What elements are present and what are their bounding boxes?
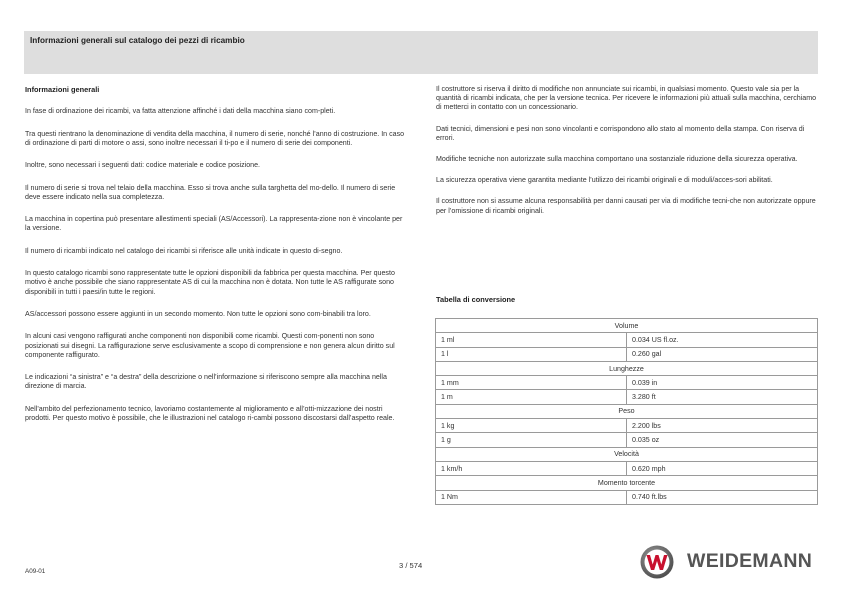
unit-cell: 1 l	[436, 347, 627, 361]
table-row	[436, 433, 818, 447]
value-cell: 3.280 ft	[627, 390, 818, 404]
unit-cell: 1 g	[436, 433, 627, 447]
page-title: Informazioni generali sul catalogo dei pezzi di ricambio	[30, 36, 245, 45]
left-column	[25, 85, 409, 436]
table-group-row	[436, 404, 818, 418]
paragraph: AS/accessori possono essere aggiunti in un secondo momento. Non tutte le opzioni sono com-binabili tra loro.	[25, 309, 371, 318]
value-cell: 0.260 gal	[627, 347, 818, 361]
table-row	[436, 419, 818, 433]
value-cell: 0.620 mph	[627, 461, 818, 475]
value-cell: 0.740 ft.lbs	[627, 490, 818, 504]
unit-cell: 1 ml	[436, 333, 627, 347]
paragraph: La sicurezza operativa viene garantita mediante l’utilizzo dei ricambi originali e di moduli/acces-sori abilitati.	[436, 176, 773, 185]
section-heading: Informazioni generali	[25, 85, 100, 94]
value-cell: 0.035 oz	[627, 433, 818, 447]
group-header: Peso	[436, 404, 818, 418]
document-id: A09-01	[25, 568, 46, 575]
paragraph: Il numero di ricambi indicato nel catalogo dei ricambi si riferisce alle unità indicate in questo di-segno.	[25, 246, 343, 255]
table-group-row	[436, 361, 818, 375]
value-cell: 2.200 lbs	[627, 419, 818, 433]
conversion-table-title: Tabella di conversione	[436, 295, 516, 304]
paragraph: In questo catalogo ricambi sono rappresentate tutte le opzioni disponibili da fabbrica per questa macchina. Per questo motivo è anche possibile che siano rappresentate AS di cui la macchina non è dotata. Non tutte le AS raffigurate sono disponibili in tutti i paesi/in tutte le regioni.	[25, 269, 395, 296]
group-header: Volume	[436, 319, 818, 333]
paragraph: Nell’ambito del perfezionamento tecnico, lavoriamo costantemente al miglioramento e all’otti-mizzazione dei nostri prodotti. Per questo motivo è possibile, che le illustrazioni nel catalogo ri-cambi possono discostarsi dall’aspetto reale.	[25, 404, 395, 422]
table-group-row	[436, 476, 818, 490]
table-row	[436, 461, 818, 475]
conversion-table	[435, 318, 818, 505]
paragraph: In fase di ordinazione dei ricambi, va fatta attenzione affinché i dati della macchina siano com-pleti.	[25, 107, 336, 116]
brand-logo	[640, 545, 820, 579]
group-header: Velocità	[436, 447, 818, 461]
page-header	[24, 31, 818, 74]
paragraph: Il costruttore si riserva il diritto di modifiche non annunciate sui ricambi, in qualsiasi momento. Questo vale sia per la quantità di ricambi indicata, che per la versione tecnica. Per ricevere le informazioni più attuali sulla macchina, cerchiamo di metterci in contatto con un concessionario.	[436, 85, 817, 112]
table-row	[436, 376, 818, 390]
unit-cell: 1 km/h	[436, 461, 627, 475]
table-row	[436, 347, 818, 361]
brand-wordmark: WEIDEMANN	[687, 550, 813, 572]
right-column	[436, 85, 818, 228]
unit-cell: 1 Nm	[436, 490, 627, 504]
paragraph: Il numero di serie si trova nel telaio della macchina. Esso si trova anche sulla targhetta del mo-dello. Il numero di serie deve essere indicato nella sua completezza.	[25, 183, 396, 201]
table-group-row	[436, 447, 818, 461]
paragraph: Modifiche tecniche non autorizzate sulla macchina comportano una sostanziale riduzione della sicurezza operativa.	[436, 155, 798, 164]
unit-cell: 1 m	[436, 390, 627, 404]
table-row	[436, 390, 818, 404]
unit-cell: 1 kg	[436, 419, 627, 433]
table-row	[436, 490, 818, 504]
paragraph: Tra questi rientrano la denominazione di vendita della macchina, il numero di serie, nonché l’anno di costruzione. In caso di ordinazione di parti di motore o assi, sono inoltre necessari il ti-po e il numero di serie dei componenti.	[25, 129, 405, 147]
paragraph: Le indicazioni “a sinistra” e “a destra” della descrizione o nell’informazione si riferiscono sempre alla macchina nella direzione di marcia.	[25, 373, 387, 391]
paragraph: La macchina in copertina può presentare allestimenti speciali (AS/Accessori). La rappresenta-zione non è vincolante per la versione.	[25, 215, 403, 233]
paragraph: Inoltre, sono necessari i seguenti dati: codice materiale e codice posizione.	[25, 161, 261, 170]
weidemann-w-emblem-icon	[640, 545, 674, 579]
value-cell: 0.034 US fl.oz.	[627, 333, 818, 347]
paragraph: Il costruttore non si assume alcuna responsabilità per danni causati per via di modifiche tecni-che non autorizzate oppure per l’omissione di ricambi originali.	[436, 197, 816, 215]
paragraph: Dati tecnici, dimensioni e pesi non sono vincolanti e corrispondono allo stato al momento della stampa. Con riserva di errori.	[436, 124, 805, 142]
group-header: Lunghezze	[436, 361, 818, 375]
paragraph: In alcuni casi vengono raffigurati anche componenti non disponibili come ricambi. Questi com-ponenti non sono posizionati sui disegni. La raffigurazione serve esclusivamente a scopo di comprensione e non genera alcun diritto sul componente raffigurato.	[25, 332, 395, 359]
group-header: Momento torcente	[436, 476, 818, 490]
table-row	[436, 333, 818, 347]
page-number: 3 / 574	[399, 561, 423, 570]
table-group-row	[436, 319, 818, 333]
value-cell: 0.039 in	[627, 376, 818, 390]
unit-cell: 1 mm	[436, 376, 627, 390]
